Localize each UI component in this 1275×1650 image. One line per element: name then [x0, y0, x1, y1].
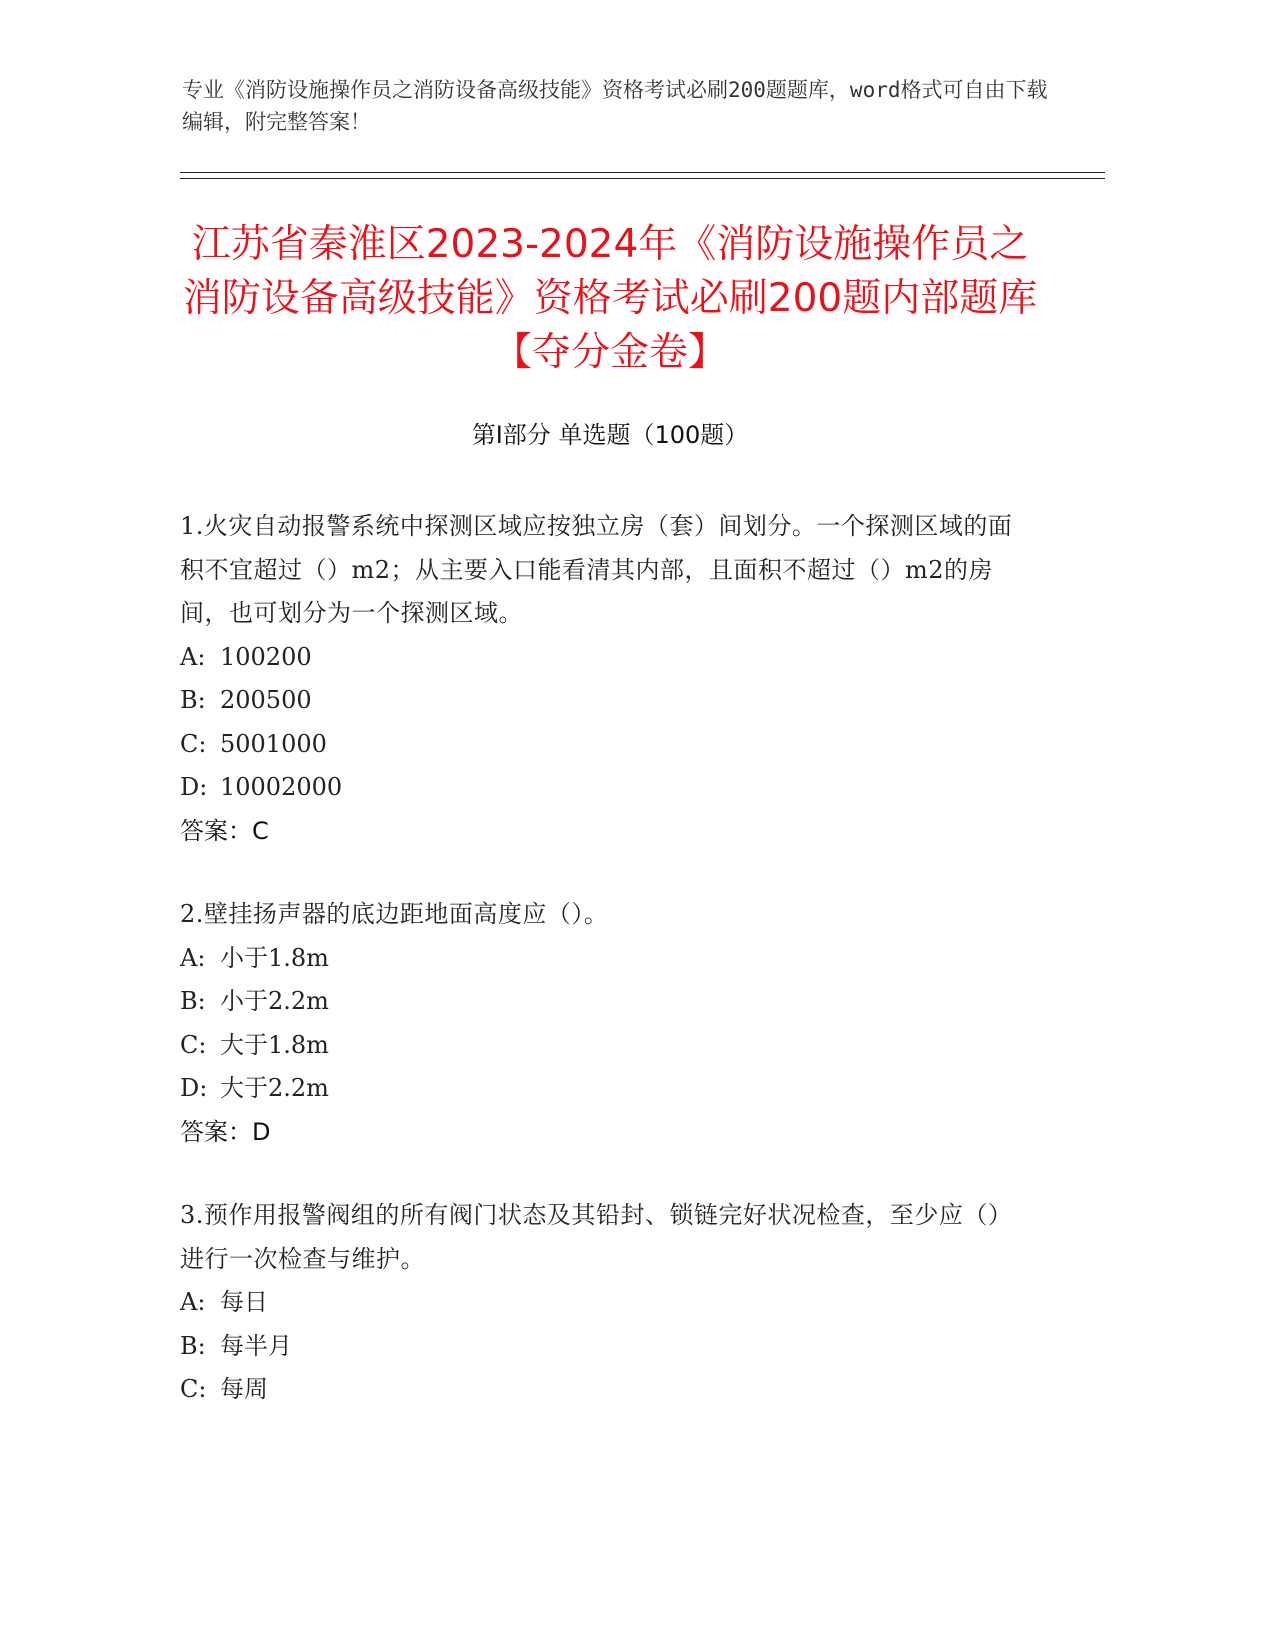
option-letter: C:	[180, 1375, 207, 1403]
option-c	[180, 1368, 1030, 1412]
option-letter: B:	[180, 686, 206, 714]
question-stem: 3.预作用报警阀组的所有阀门状态及其铅封、锁链完好状况检查，至少应（）进行一次检查与维护。	[180, 1201, 1013, 1273]
option-letter: B:	[180, 1331, 206, 1360]
option-letter: D:	[180, 1074, 208, 1102]
option-text: 每半月	[220, 1331, 292, 1360]
option-b	[180, 1325, 1030, 1369]
option-text: 小于2.2m	[220, 987, 329, 1015]
option-letter: A:	[180, 642, 206, 671]
option-d	[180, 766, 1030, 810]
document-title: 江苏省秦淮区2023-2024年《消防设施操作员之消防设备高级技能》资格考试必刷200题内部题库【夺分金卷】	[182, 222, 1038, 375]
option-text: 每周	[220, 1375, 268, 1403]
option-letter: B:	[180, 987, 206, 1015]
option-text: 5001000	[220, 729, 327, 758]
header-note: 专业《消防设施操作员之消防设备高级技能》资格考试必刷200题题库，word格式可自由下载编辑，附完整答案！	[182, 78, 1048, 134]
option-text: 大于2.2m	[220, 1074, 329, 1102]
option-letter: A:	[180, 943, 206, 972]
header-rule-top	[180, 172, 1105, 173]
question-list	[180, 505, 1030, 1452]
option-text: 小于1.8m	[220, 943, 329, 972]
option-c	[180, 723, 1030, 767]
option-text: 大于1.8m	[220, 1030, 329, 1059]
question-stem: 2.壁挂扬声器的底边距地面高度应（）。	[180, 900, 609, 928]
option-letter: C:	[180, 1030, 207, 1059]
answer-line: 答案：C	[180, 816, 269, 845]
question-stem: 1.火灾自动报警系统中探测区域应按独立房（套）间划分。一个探测区域的面积不宜超过（）m2；从主要入口能看清其内部，且面积不超过（）m2的房间，也可划分为一个探测区域。	[180, 512, 1013, 627]
answer-line: 答案：D	[180, 1117, 271, 1146]
option-letter: C:	[180, 729, 207, 758]
option-text: 10002000	[220, 773, 343, 801]
question-3	[180, 1194, 1030, 1412]
section-heading: 第I部分 单选题（100题）	[471, 421, 749, 449]
option-b	[180, 679, 1030, 723]
option-letter: A:	[180, 1288, 206, 1316]
option-a	[180, 636, 1030, 680]
option-b	[180, 980, 1030, 1024]
question-2	[180, 893, 1030, 1154]
option-text: 200500	[220, 686, 312, 714]
option-a	[180, 937, 1030, 981]
option-a	[180, 1281, 1030, 1325]
option-d	[180, 1067, 1030, 1111]
option-text: 每日	[220, 1288, 268, 1316]
header-rule-bottom	[180, 178, 1105, 179]
option-c	[180, 1024, 1030, 1068]
option-letter: D:	[180, 773, 208, 801]
question-1	[180, 505, 1030, 853]
option-text: 100200	[220, 642, 312, 671]
